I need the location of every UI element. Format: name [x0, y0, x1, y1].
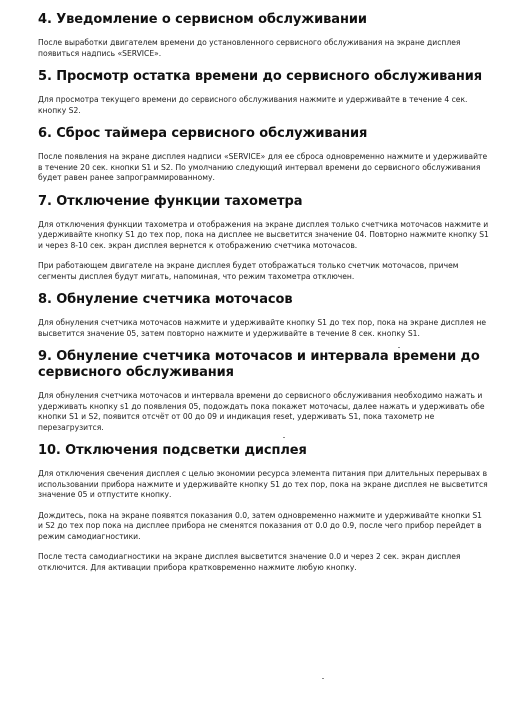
- section-heading: 5. Просмотр остатка времени до сервисного обслуживания: [38, 69, 483, 84]
- section-paragraph: После выработки двигателем времени до установленного сервисного обслуживания на экране дисплея появиться надпись «SERVICE».: [38, 38, 461, 58]
- section-paragraph: Для отключения функции тахометра и отображения на экране дисплея только счетчика моточасов нажмите и удерживайте кнопку S1 до тех пор, пока на дисплее не высветится значение 04. Повторно нажмите кнопку S1 и через 8-10 сек. экран дисплея вернется к отображению счетчика моточасов.: [38, 219, 489, 250]
- section-disable-backlight: [38, 443, 489, 573]
- scan-speck: [398, 347, 400, 348]
- section-heading: 10. Отключения подсветки дисплея: [38, 443, 307, 458]
- section-paragraph: Для обнуления счетчика моточасов нажмите и удерживайте кнопку S1 до тех пор, пока на экране дисплея не высветится значение 05, затем повторно нажмите и удерживайте в течение 8 сек. кнопку S1.: [38, 318, 486, 338]
- section-heading: 6. Сброс таймера сервисного обслуживания: [38, 126, 368, 141]
- section-paragraph: Для отключения свечения дисплея с целью экономии ресурса элемента питания при длительных перерывах в использовании прибора нажмите и удерживайте кнопку S1 до тех пор, пока на экране дисплея не высветится значение 05 и отпустите кнопку.: [38, 469, 488, 499]
- section-disable-tachometer: [38, 194, 489, 283]
- section-paragraph: После появления на экране дисплея надписи «SERVICE» для ее сброса одновременно нажмите и удерживайте в течение 20 сек. кнопки S1 и S2. По умолчанию следующий интервал времени до сервисного обслуживания будет равен ранее запрограммированному.: [38, 152, 488, 182]
- section-paragraph: Дождитесь, пока на экране появятся показания 0.0, затем одновременно нажмите и удерживайте кнопки S1 и S2 до тех пор пока на дисплее прибора не сменятся показания от 0.0 до 0.9, после чего прибор перейдет в режим самодиагностики.: [38, 510, 482, 541]
- section-paragraph: Для просмотра текущего времени до сервисного обслуживания нажмите и удерживайте в течение 4 сек. кнопку S2.: [38, 95, 468, 115]
- section-reset-hours-and-interval: [38, 349, 489, 433]
- section-heading: 8. Обнуление счетчика моточасов: [38, 292, 293, 307]
- scan-speck: [283, 437, 285, 438]
- section-reset-hour-meter: [38, 292, 489, 339]
- section-paragraph: Для обнуления счетчика моточасов и интервала времени до сервисного обслуживания необходимо нажать и удерживать кнопку s1 до появления 05, подождать пока покажет моточасы, далее нажать и удерживать обе кнопки S1 и S2, появится отсчёт от 00 до 09 и индикация reset, удерживать S1, пока тахометр не перезагрузится.: [38, 391, 485, 432]
- section-paragraph: После теста самодиагностики на экране дисплея высветится значение 0.0 и через 2 сек. экран дисплея отключится. Для активации прибора кратковременно нажмите любую кнопку.: [38, 552, 461, 572]
- section-heading: 7. Отключение функции тахометра: [38, 193, 303, 209]
- section-view-remaining-time: [38, 69, 489, 116]
- section-reset-service-timer: [38, 126, 489, 184]
- section-heading: 4. Уведомление о сервисном обслуживании: [38, 12, 367, 27]
- section-paragraph: При работающем двигателе на экране дисплея будет отображаться только счетчик моточасов, причем сегменты дисплея будут мигать, напоминая, что режим тахометра отключен.: [38, 261, 459, 281]
- section-service-notification: [38, 12, 489, 59]
- section-heading: 9. Обнуление счетчика моточасов и интервала времени до сервисного обслуживания: [38, 349, 480, 380]
- scan-speck: [322, 678, 324, 679]
